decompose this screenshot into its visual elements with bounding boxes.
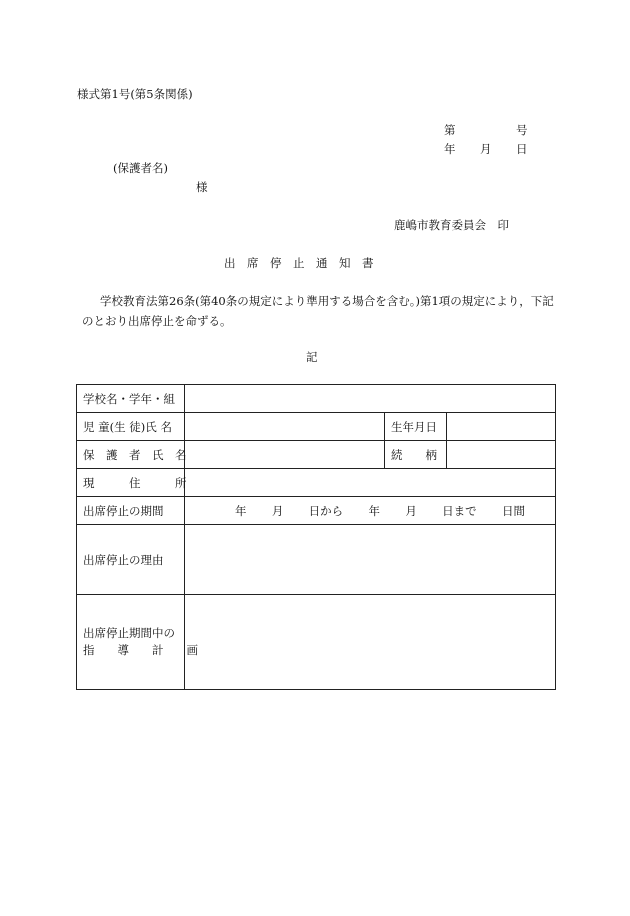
school-label: 学校名・学年・組 bbox=[77, 385, 185, 413]
school-field[interactable] bbox=[185, 385, 556, 413]
row-plan bbox=[77, 595, 556, 690]
period-days: 日間 bbox=[501, 503, 525, 518]
addressee-label: (保護者名) bbox=[113, 161, 168, 175]
period-from: 日から bbox=[308, 503, 344, 518]
birthdate-field[interactable] bbox=[447, 413, 556, 441]
honorific-sama: 様 bbox=[196, 180, 208, 194]
number-go: 号 bbox=[516, 123, 528, 137]
plan-label-line-1: 出席停止期間中の bbox=[83, 626, 175, 640]
row-guardian bbox=[77, 441, 556, 469]
relation-field[interactable] bbox=[447, 441, 556, 469]
period-label: 出席停止の期間 bbox=[77, 497, 185, 525]
document-title: 出 席 停 止 通 知 書 bbox=[224, 256, 374, 270]
row-reason bbox=[77, 525, 556, 595]
period-field[interactable] bbox=[185, 497, 556, 525]
row-school bbox=[77, 385, 556, 413]
plan-label bbox=[77, 595, 198, 690]
ki-heading: 記 bbox=[306, 350, 318, 364]
period-year-2: 年 bbox=[368, 503, 380, 518]
guardian-name-field[interactable] bbox=[185, 441, 385, 469]
period-text bbox=[191, 503, 549, 519]
notice-form-table bbox=[76, 384, 556, 690]
birthdate-label: 生年月日 bbox=[385, 413, 447, 441]
date-day: 日 bbox=[516, 142, 528, 156]
row-period bbox=[77, 497, 556, 525]
student-name-label: 児 童(生 徒)氏 名 bbox=[77, 413, 185, 441]
issuer-name: 鹿嶋市教育委員会 印 bbox=[394, 218, 509, 232]
row-address bbox=[77, 469, 556, 497]
period-until: 日まで bbox=[442, 503, 477, 518]
guardian-name-label: 保 護 者 氏 名 bbox=[77, 441, 185, 469]
body-sentence: 学校教育法第26条(第40条の規定により準用する場合を含む。)第1項の規定により，下記のとおり出席停止を命ずる。 bbox=[82, 294, 554, 328]
plan-label-line-2: 指 導 計 画 bbox=[83, 643, 198, 657]
body-text bbox=[82, 291, 558, 331]
period-month-1: 月 bbox=[271, 503, 284, 518]
date-year: 年 bbox=[444, 142, 456, 156]
relation-label: 続 柄 bbox=[385, 441, 447, 469]
row-student bbox=[77, 413, 556, 441]
reason-label: 出席停止の理由 bbox=[77, 525, 185, 595]
number-dai: 第 bbox=[444, 123, 456, 137]
address-label: 現 住 所 bbox=[77, 469, 185, 497]
plan-field[interactable] bbox=[185, 595, 556, 690]
form-number: 様式第1号(第5条関係) bbox=[77, 87, 193, 101]
reason-field[interactable] bbox=[185, 525, 556, 595]
period-year-1: 年 bbox=[235, 503, 247, 518]
period-month-2: 月 bbox=[405, 503, 417, 518]
date-month: 月 bbox=[480, 142, 492, 156]
address-field[interactable] bbox=[185, 469, 556, 497]
student-name-field[interactable] bbox=[185, 413, 385, 441]
